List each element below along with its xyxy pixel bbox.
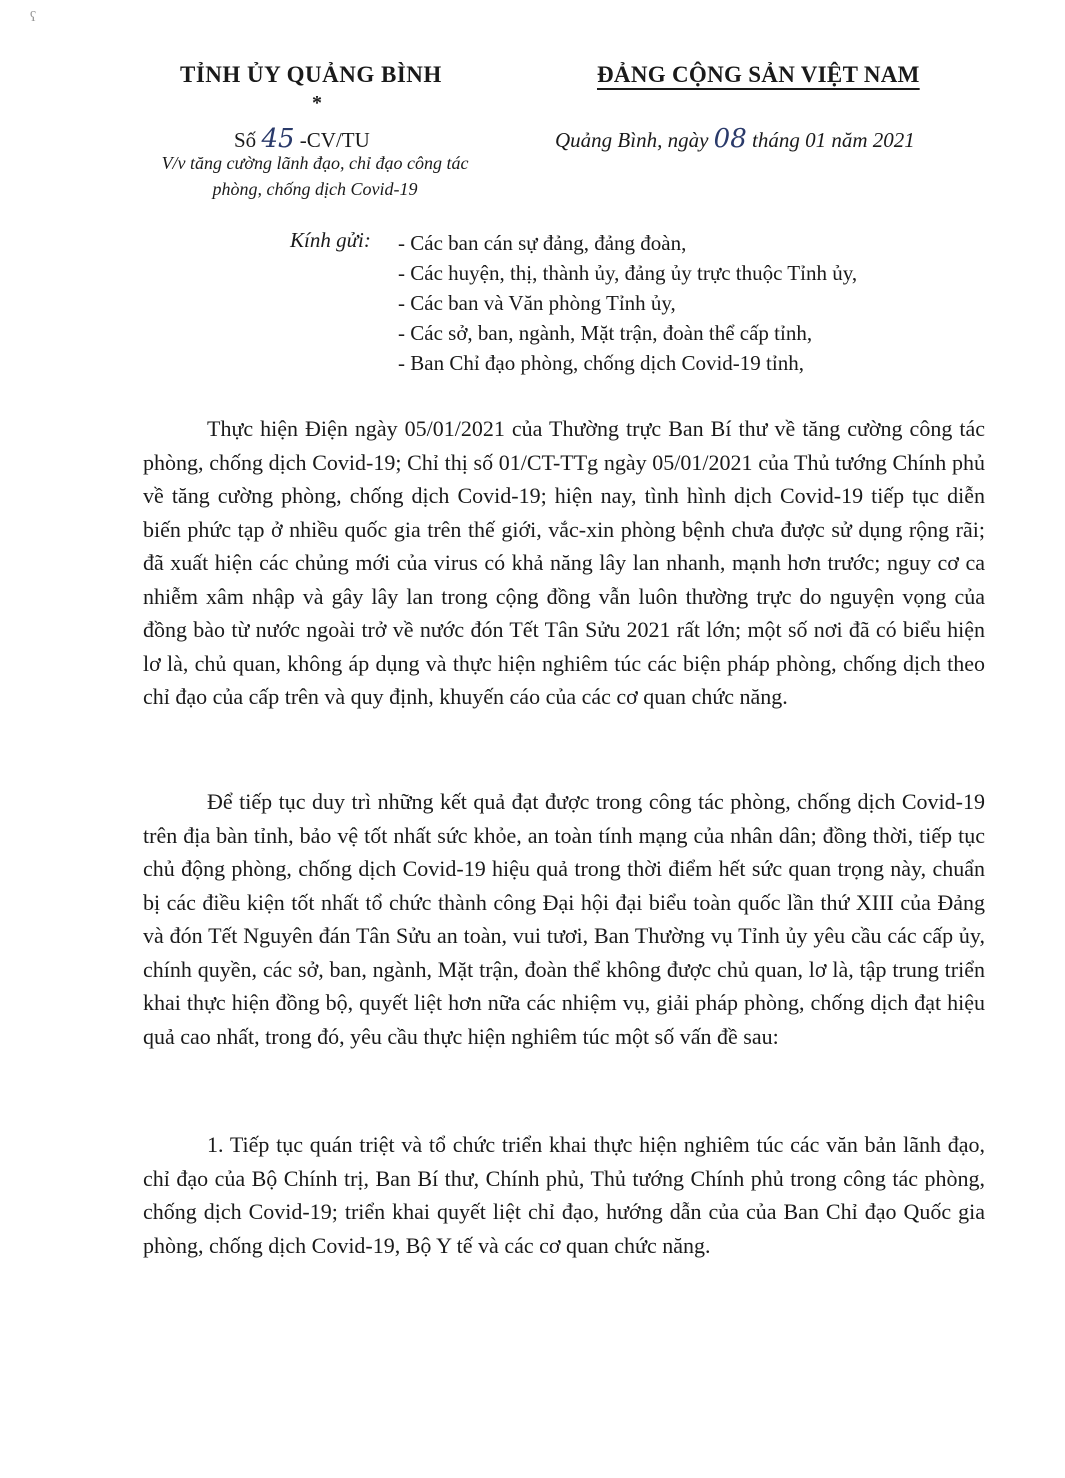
document-date	[555, 124, 915, 154]
recipient-item: - Các ban cán sự đảng, đảng đoàn,	[398, 231, 687, 255]
body-paragraph-3	[143, 1128, 985, 1262]
recipient-item: - Các ban và Văn phòng Tỉnh ủy,	[398, 291, 676, 315]
scan-mark: ʕ	[30, 10, 37, 25]
doc-number-prefix: Số	[234, 128, 257, 152]
recipient-item: - Các huyện, thị, thành ủy, đảng ủy trực thuộc Tỉnh ủy,	[398, 261, 858, 285]
doc-number-suffix: -CV/TU	[299, 128, 370, 152]
issuing-organization: TỈNH ỦY QUẢNG BÌNH	[180, 62, 442, 87]
document-subject: V/v tăng cường lãnh đạo, chỉ đạo công tác phòng, chống dịch Covid-19	[161, 153, 469, 199]
paragraph-text: 1. Tiếp tục quán triệt và tổ chức triển khai thực hiện nghiêm túc các văn bản lãnh đạo, chỉ đạo của Bộ Chính trị, Ban Bí thư, Chính phủ, Thủ tướng Chính phủ trong công tác phòng, chống dịch Covid-19; triển khai quyết liệt chỉ đạo, hướng dẫn của của Ban Chỉ đạo Quốc gia phòng, chống dịch Covid-19, Bộ Y tế và các cơ quan chức năng.	[143, 1132, 985, 1258]
date-day-handwritten: 08	[713, 124, 747, 154]
party-name-heading: ĐẢNG CỘNG SẢN VIỆT NAM	[597, 62, 920, 87]
body-paragraph-1	[143, 412, 985, 714]
paragraph-text: Thực hiện Điện ngày 05/01/2021 của Thường trực Ban Bí thư về tăng cường công tác phòng, chống dịch Covid-19; Chỉ thị số 01/CT-TTg ngày 05/01/2021 của Thủ tướng Chính phủ về tăng cường phòng, chống dịch Covid-19; hiện nay, tình hình dịch Covid-19 tiếp tục diễn biến phức tạp ở nhiều quốc gia trên thế giới, vắc-xin phòng bệnh chưa được sử dụng rộng rãi; đã xuất hiện các chủng mới của virus có khả năng lây lan nhanh, mạnh hơn trước; nguy cơ ca nhiễm xâm nhập và gây lây lan trong cộng đồng vẫn luôn thường trực do nguyện vọng của đồng bào từ nước ngoài trở về nước đón Tết Tân Sửu 2021 rất lớn; một số nơi đã có biểu hiện lơ là, chủ quan, không áp dụng và thực hiện nghiêm túc các biện pháp phòng, chống dịch theo chỉ đạo của cấp trên và quy định, khuyến cáo của các cơ quan chức năng.	[143, 416, 985, 709]
paragraph-text: Để tiếp tục duy trì những kết quả đạt được trong công tác phòng, chống dịch Covid-19 trên địa bàn tỉnh, bảo vệ tốt nhất sức khỏe, an toàn tính mạng của nhân dân; đồng thời, tiếp tục chủ động phòng, chống dịch Covid-19 hiệu quả trong thời điểm hết sức quan trọng này, chuẩn bị các điều kiện tốt nhất tổ chức thành công Đại hội đại biểu toàn quốc lần thứ XIII của Đảng và đón Tết Nguyên đán Tân Sửu an toàn, vui tươi, Ban Thường vụ Tỉnh ủy yêu cầu các cấp ủy, chính quyền, các sở, ban, ngành, Mặt trận, đoàn thể không được chủ quan, lơ là, tập trung triển khai thực hiện đồng bộ, quyết liệt hơn nữa các nhiệm vụ, giải pháp phòng, chống dịch đạt hiệu quả cao nhất, trong đó, yêu cầu thực hiện nghiêm túc một số vấn đề sau:	[143, 789, 985, 1049]
recipient-item: - Các sở, ban, ngành, Mặt trận, đoàn thể cấp tỉnh,	[398, 321, 813, 345]
star-mark: *	[312, 92, 322, 114]
date-suffix: tháng 01 năm 2021	[752, 128, 915, 152]
recipient-item: - Ban Chỉ đạo phòng, chống dịch Covid-19 tỉnh,	[398, 351, 804, 375]
date-prefix: Quảng Bình, ngày	[555, 128, 709, 152]
recipients-label: Kính gửi:	[290, 228, 371, 252]
doc-number-handwritten: 45	[261, 124, 295, 154]
recipients-list	[398, 228, 857, 378]
body-paragraph-2	[143, 785, 985, 1053]
